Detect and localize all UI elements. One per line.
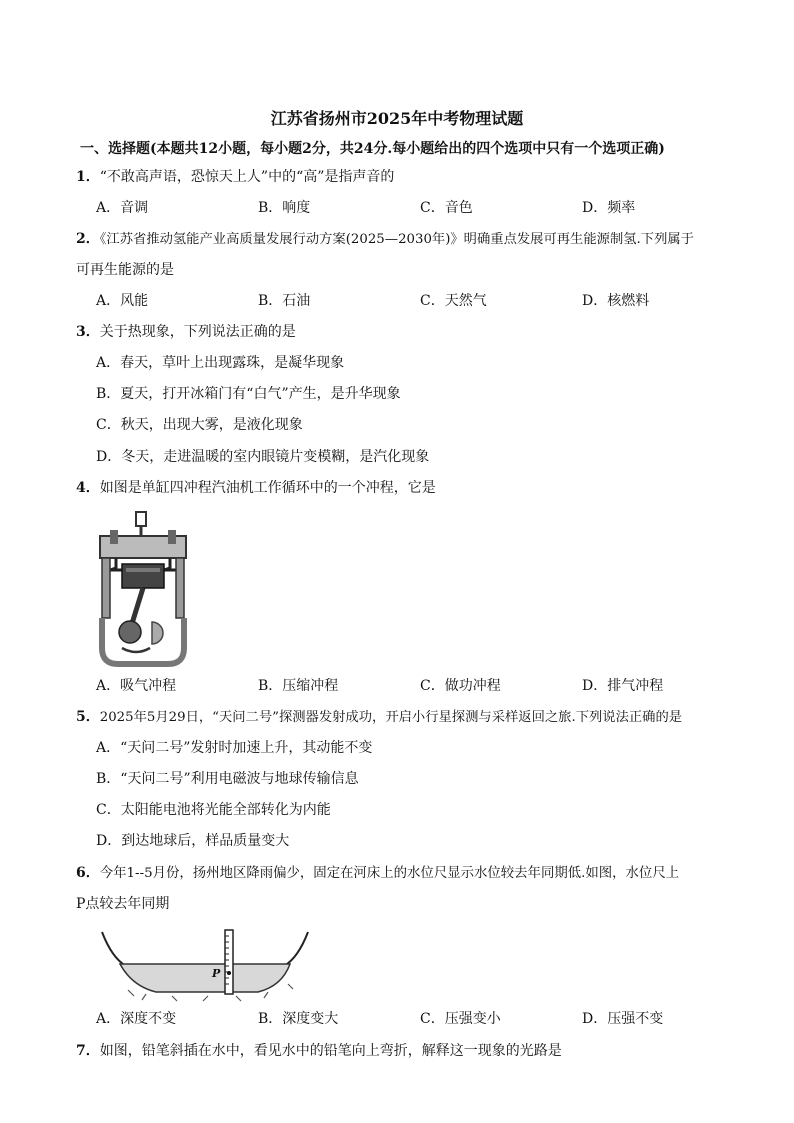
question-text: 如图，铅笔斜插在水中，看见水中的铅笔向上弯折，解释这一现象的光路是 bbox=[99, 1043, 562, 1059]
option-b: B．夏天，打开冰箱门有“白气”产生，是升华现象 bbox=[96, 386, 401, 402]
question-5 bbox=[76, 706, 682, 726]
option-a: A．“天问二号”发射时加速上升，其动能不变 bbox=[96, 740, 373, 756]
option-d: D．排气冲程 bbox=[582, 678, 664, 694]
option-b: B．石油 bbox=[258, 293, 311, 309]
question-6 bbox=[76, 862, 679, 882]
question-3 bbox=[76, 321, 296, 341]
question-7 bbox=[76, 1040, 562, 1060]
question-text: 如图是单缸四冲程汽油机工作循环中的一个冲程，它是 bbox=[99, 480, 436, 496]
option-c: C．秋天，出现大雾，是液化现象 bbox=[96, 417, 303, 433]
question-text: “不敢高声语，恐惊天上人”中的“高”是指声音的 bbox=[99, 169, 395, 185]
option-a: A．风能 bbox=[96, 293, 149, 309]
question-number: 7． bbox=[76, 1043, 100, 1059]
option-a: A．春天，草叶上出现露珠，是凝华现象 bbox=[96, 355, 345, 371]
option-d: D．频率 bbox=[582, 200, 636, 216]
option-d: D．冬天，走进温暖的室内眼镜片变模糊，是汽化现象 bbox=[96, 449, 430, 465]
question-2-continued: 可再生能源的是 bbox=[76, 262, 174, 278]
option-c: C．做功冲程 bbox=[420, 678, 501, 694]
question-number: 5． bbox=[76, 709, 100, 725]
question-text: 2025年5月29日，“天问二号”探测器发射成功，开启小行星探测与采样返回之旅.下列说法正确的是 bbox=[99, 710, 683, 725]
question-2 bbox=[76, 228, 694, 248]
option-c: C．音色 bbox=[420, 200, 473, 216]
option-a: A．吸气冲程 bbox=[96, 678, 177, 694]
page-title: 江苏省扬州市2025年中考物理试题 bbox=[270, 109, 524, 128]
river-gauge-figure bbox=[98, 924, 312, 1004]
option-b: B．“天问二号”利用电磁波与地球传输信息 bbox=[96, 771, 359, 787]
question-text: 今年1--5月份，扬州地区降雨偏少，固定在河床上的水位尺显示水位较去年同期低.如图，水位尺上 bbox=[99, 866, 680, 881]
question-6-continued: P点较去年同期 bbox=[76, 896, 170, 912]
question-text: 关于热现象，下列说法正确的是 bbox=[99, 324, 296, 340]
question-number: 3． bbox=[76, 324, 100, 340]
option-b: B．深度变大 bbox=[258, 1011, 339, 1027]
option-c: C．太阳能电池将光能全部转化为内能 bbox=[96, 802, 331, 818]
question-1 bbox=[76, 166, 394, 186]
question-4 bbox=[76, 477, 436, 497]
point-p-label: P bbox=[212, 967, 221, 980]
engine-cylinder-figure bbox=[96, 508, 192, 668]
question-number: 2． bbox=[76, 231, 100, 247]
question-number: 1． bbox=[76, 169, 100, 185]
question-number: 4． bbox=[76, 480, 100, 496]
option-c: C．压强变小 bbox=[420, 1011, 501, 1027]
question-number: 6． bbox=[76, 865, 100, 881]
option-d: D．到达地球后，样品质量变大 bbox=[96, 833, 290, 849]
section-heading: 一、选择题(本题共12小题，每小题2分，共24分.每小题给出的四个选项中只有一个选项正确) bbox=[80, 141, 665, 157]
option-a: A．音调 bbox=[96, 200, 149, 216]
option-a: A．深度不变 bbox=[96, 1011, 177, 1027]
option-d: D．压强不变 bbox=[582, 1011, 664, 1027]
option-b: B．响度 bbox=[258, 200, 311, 216]
question-text: 《江苏省推动氢能产业高质量发展行动方案(2025—2030年)》明确重点发展可再生能源制氢.下列属于 bbox=[99, 232, 694, 247]
option-d: D．核燃料 bbox=[582, 293, 650, 309]
option-c: C．天然气 bbox=[420, 293, 487, 309]
option-b: B．压缩冲程 bbox=[258, 678, 339, 694]
